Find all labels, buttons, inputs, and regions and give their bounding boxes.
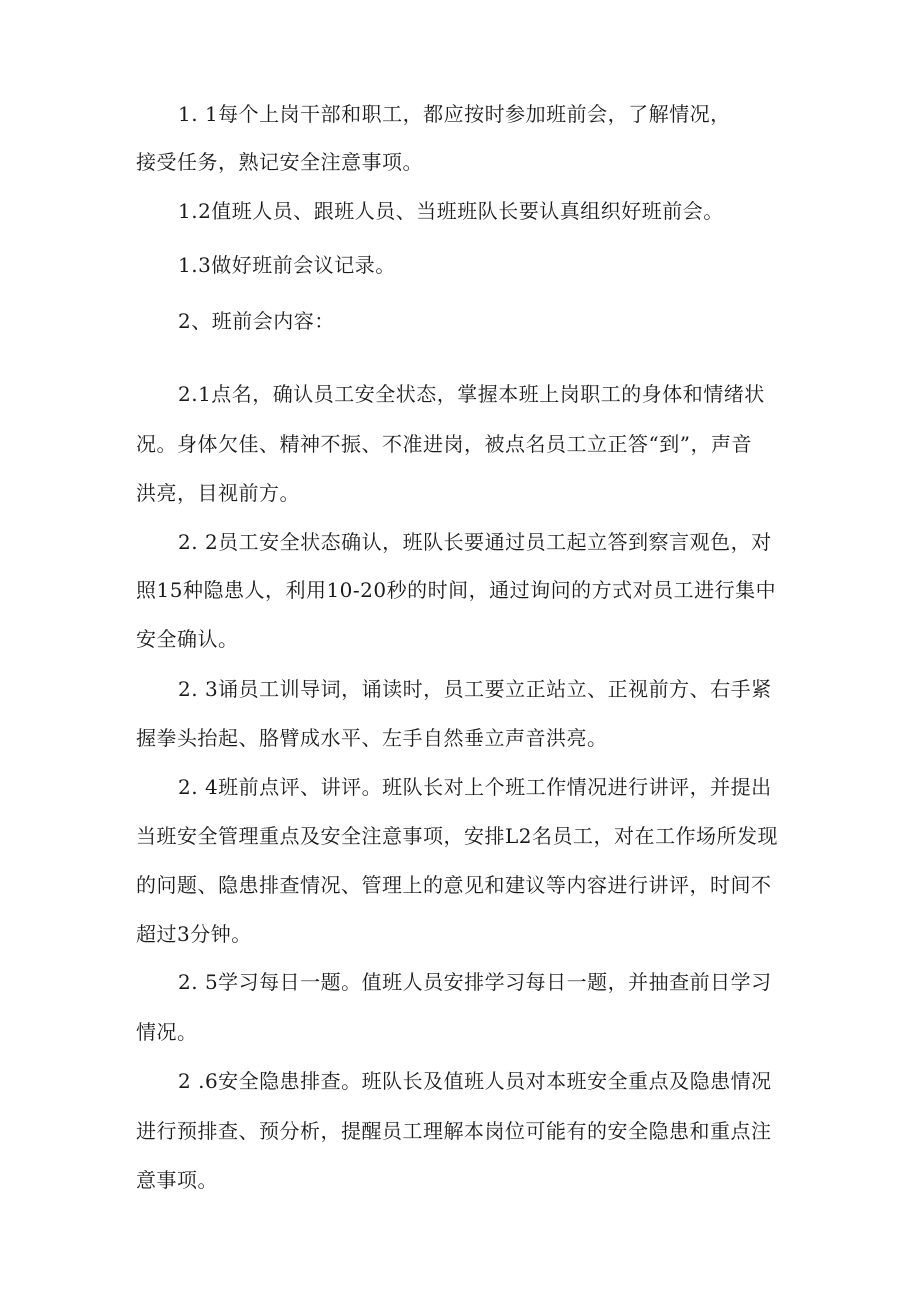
paragraph-2-4-line-3: 的问题、隐患排查情况、管理上的意见和建议等内容进行讲评，时间不 [136,873,772,897]
paragraph-2-4-line-4: 超过3分钟。 [136,922,252,946]
paragraph-2-1-line-1: 2.1点名，确认员工安全状态，掌握本班上岗职工的身体和情绪状 [178,382,765,406]
paragraph-2-2-line-3: 安全确认。 [136,627,239,651]
section-2-heading: 2、班前会内容： [178,309,335,333]
paragraph-2-6-line-2: 进行预排查、预分析，提醒员工理解本岗位可能有的安全隐患和重点注 [136,1119,772,1143]
paragraph-2-1-line-3: 洪亮，目视前方。 [136,481,300,505]
paragraph-2-2-line-2: 照15种隐患人，利用10-20秒的时间，通过询问的方式对员工进行集中 [136,578,777,602]
paragraph-2-5-line-2: 情况。 [136,1020,198,1044]
paragraph-1-1-line-2: 接受任务，熟记安全注意事项。 [136,150,423,174]
paragraph-2-6-line-1: 2 .6安全隐患排查。班队长及值班人员对本班安全重点及隐患情况 [178,1069,772,1093]
paragraph-2-2-line-1: 2. 2员工安全状态确认，班队长要通过员工起立答到察言观色，对 [178,530,772,554]
paragraph-2-3-line-1: 2. 3诵员工训导词，诵读时，员工要立正站立、正视前方、右手紧 [178,677,772,701]
paragraph-2-4-line-2: 当班安全管理重点及安全注意事项，安排L2名员工，对在工作场所发现 [136,824,779,848]
paragraph-2-1-line-2: 况。身体欠佳、精神不振、不准进岗，被点名员工立正答“到”，声音 [136,432,752,456]
paragraph-2-3-line-2: 握拳头抬起、胳臂成水平、左手自然垂立声音洪亮。 [136,726,608,750]
paragraph-1-2-line-1: 1.2值班人员、跟班人员、当班班队长要认真组织好班前会。 [178,199,724,223]
paragraph-1-1-line-1: 1. 1每个上岗干部和职工，都应按时参加班前会，了解情况， [178,102,731,126]
paragraph-1-3-line-1: 1.3做好班前会议记录。 [178,253,396,277]
paragraph-2-5-line-1: 2. 5学习每日一题。值班人员安排学习每日一题，并抽查前日学习 [178,970,772,994]
paragraph-2-6-line-3: 意事项。 [136,1168,218,1192]
paragraph-2-4-line-1: 2. 4班前点评、讲评。班队长对上个班工作情况进行讲评，并提出 [178,775,772,799]
